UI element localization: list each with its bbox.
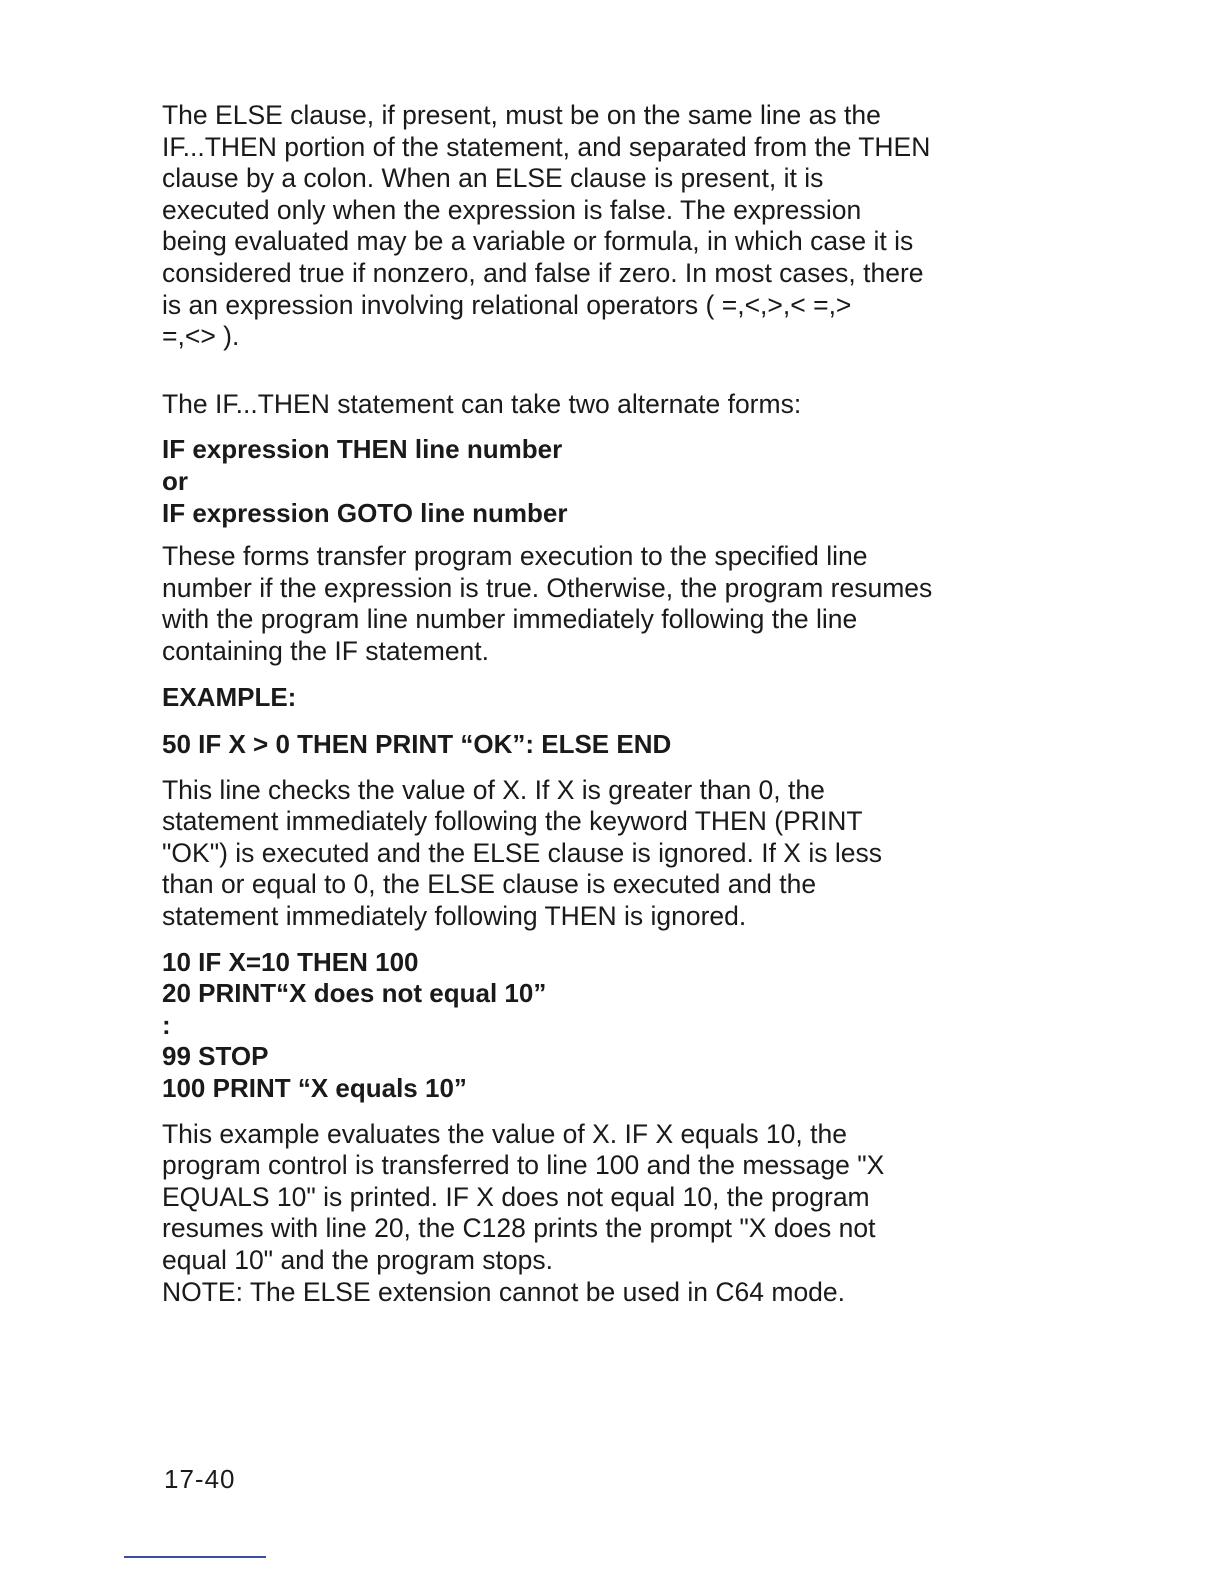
example-heading: EXAMPLE: bbox=[162, 681, 297, 712]
text-line: These forms transfer program execution to the specified line bbox=[162, 541, 868, 572]
text-line: program control is transferred to line 100 and the message "X bbox=[162, 1150, 885, 1181]
code-line: 10 IF X=10 THEN 100 bbox=[162, 946, 419, 977]
text-line: The ELSE clause, if present, must be on the same line as the bbox=[162, 100, 881, 130]
forms-syntax bbox=[162, 434, 1022, 529]
page-number: 17-40 bbox=[164, 1464, 236, 1494]
code-line: 20 PRINT“X does not equal 10” bbox=[162, 978, 547, 1009]
text-line: number if the expression is true. Otherwise, the program resumes bbox=[162, 572, 933, 603]
text-line: "OK") is executed and the ELSE clause is ignored. If X is less bbox=[162, 837, 882, 868]
forms-intro: The IF...THEN statement can take two alternate forms: bbox=[162, 388, 802, 419]
text-line: containing the IF statement. bbox=[162, 635, 490, 666]
text-line: This line checks the value of X. If X is greater than 0, the bbox=[162, 774, 825, 805]
example2-code bbox=[162, 947, 1022, 1105]
intro-paragraph bbox=[162, 100, 1022, 353]
footer-rule bbox=[124, 1556, 266, 1558]
text-line: considered true if nonzero, and false if zero. In most cases, there bbox=[162, 257, 924, 288]
example1-code: 50 IF X > 0 THEN PRINT “OK”: ELSE END bbox=[162, 729, 672, 760]
text-line: executed only when the expression is false. The expression bbox=[162, 194, 862, 225]
text-line: is an expression involving relational operators ( =,<,>,< =,> bbox=[162, 289, 852, 320]
forms-paragraph bbox=[162, 541, 1022, 667]
syntax-line: IF expression THEN line number bbox=[162, 434, 563, 465]
text-line: EQUALS 10" is printed. IF X does not equal 10, the program bbox=[162, 1181, 870, 1212]
note-line: NOTE: The ELSE extension cannot be used in C64 mode. bbox=[162, 1276, 846, 1307]
code-line: 99 STOP bbox=[162, 1041, 269, 1072]
code-line: 100 PRINT “X equals 10” bbox=[162, 1073, 467, 1104]
text-line: with the program line number immediately following the line bbox=[162, 604, 858, 635]
page-content bbox=[162, 100, 1022, 1308]
text-line: equal 10" and the program stops. bbox=[162, 1245, 553, 1275]
syntax-line: IF expression GOTO line number bbox=[162, 497, 568, 528]
example2-paragraph bbox=[162, 1119, 1022, 1309]
syntax-line: or bbox=[162, 465, 188, 496]
text-line: =,<> ). bbox=[162, 321, 240, 352]
text-line: statement immediately following THEN is ignored. bbox=[162, 901, 747, 932]
code-line: : bbox=[162, 1009, 171, 1040]
text-line: than or equal to 0, the ELSE clause is executed and the bbox=[162, 869, 817, 900]
text-line: clause by a colon. When an ELSE clause is present, it is bbox=[162, 163, 824, 194]
text-line: being evaluated may be a variable or formula, in which case it is bbox=[162, 226, 914, 257]
example1-paragraph bbox=[162, 775, 1022, 933]
text-line: resumes with line 20, the C128 prints the prompt "X does not bbox=[162, 1213, 876, 1244]
text-line: statement immediately following the keyword THEN (PRINT bbox=[162, 806, 863, 837]
text-line: This example evaluates the value of X. IF X equals 10, the bbox=[162, 1118, 847, 1149]
text-line: IF...THEN portion of the statement, and separated from the THEN bbox=[162, 131, 931, 162]
